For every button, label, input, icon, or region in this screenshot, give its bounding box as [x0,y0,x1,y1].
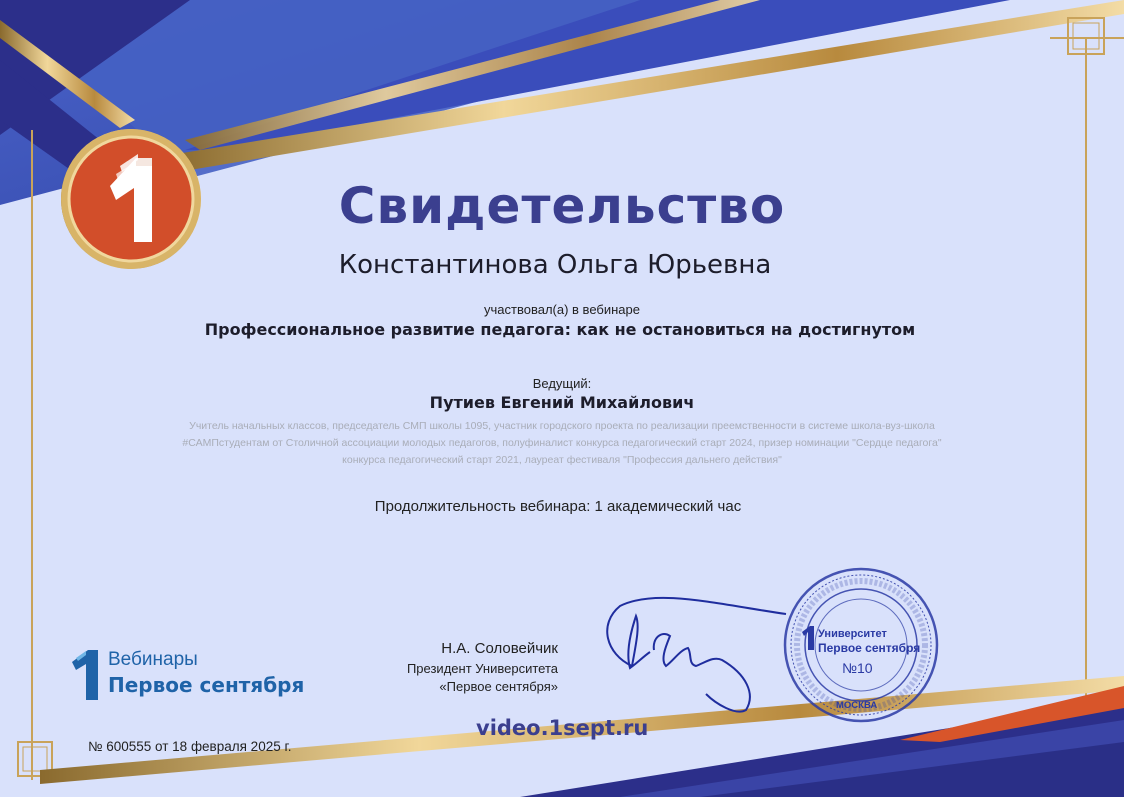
signer-role-line-2: «Первое сентября» [439,679,558,694]
host-description-line: Учитель начальных классов, председатель СМП школы 1095, участник городского проекта по реализации преемственности в системе школа-вуз-школа [189,420,935,432]
brand-line-2: Первое сентября [108,673,305,697]
participation-label: участвовал(а) в вебинаре [484,302,640,317]
host-description [90,418,1034,469]
certificate-number: № 600555 от 18 февраля 2025 г. [88,739,292,754]
host-name: Путиев Евгений Михайлович [429,393,695,412]
recipient-name: Константинова Ольга Юрьевна [338,250,772,280]
website-link[interactable]: video.1sept.ru [476,716,649,740]
signer-name: Н.А. Соловейчик [441,640,558,657]
signature [596,594,796,718]
stamp-line-2: Первое сентября [818,641,921,655]
brand-line-1: Вебинары [108,649,198,670]
host-description-line: #САМПстудентам от Столичной ассоциации молодых педагогов, полуфиналист конкурса педагогический старт 2024, призер номинации "Сердце педагога" [182,437,942,449]
stamp-city: МОСКВА [836,700,878,711]
certificate-title: Свидетельство [338,177,786,235]
brand-logo-icon [70,648,102,702]
webinar-duration: Продолжительность вебинара: 1 академический час [374,498,742,515]
signer-role-line-1: Президент Университета [406,661,558,676]
signer-block [340,640,558,696]
webinar-title: Профессиональное развитие педагога: как не остановиться на достигнутом [204,320,916,339]
stamp-number: №10 [842,660,873,676]
host-label: Ведущий: [532,376,592,391]
stamp-line-1: Университет [818,628,887,640]
host-description-line: конкурса педагогический старт 2021, лауреат фестиваля "Профессия дальнего действия" [342,454,782,466]
